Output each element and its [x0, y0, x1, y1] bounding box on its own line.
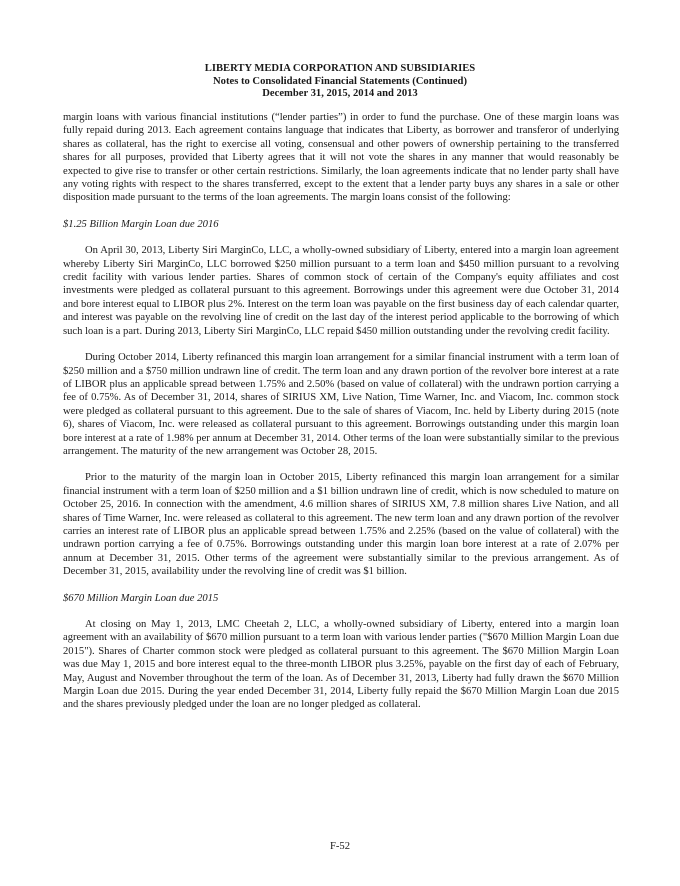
- paragraph-lmc-cheetah-loan: At closing on May 1, 2013, LMC Cheetah 2, LLC, a wholly-owned subsidiary of Liberty, entered into a margin loan agreement with an availability of $670 million pursuant to a term loan with various lender parties ("$670 Million Margin Loan due 2015"). Shares of Charter common stock were pledged as collateral pursuant to this agreement. The $670 Million Margin Loan was due May 1, 2015 and bore interest equal to the three-month LIBOR plus 3.25%, payable on the first day of each of February, May, August and November throughout the term of the loan. As of December 31, 2013, Liberty had fully drawn the $670 Million Margin Loan due 2015. During the year ended December 31, 2014, Liberty fully repaid the $670 Million Margin Loan due 2015 and the shares previously pledged under the loan are no longer pledged as collateral.: [63, 619, 619, 711]
- subheading-1-25-billion-loan: $1.25 Billion Margin Loan due 2016: [63, 218, 219, 230]
- subheading-670-million-loan: $670 Million Margin Loan due 2015: [63, 592, 219, 604]
- page-number: F-52: [329, 841, 350, 852]
- paragraph-margin-loans-intro: margin loans with various financial institutions (“lender parties”) in order to fund the purchase. One of these margin loans was fully repaid during 2013. Each agreement contains language that indicates that Liberty, as borrower and transferor of underlying shares as collateral, has the right to exercise all voting, consensual and other powers of ownership pertaining to the transferred shares for all purposes, provided that Liberty agrees that it will not vote the shares in any manner that would reasonably be expected to give rise to transfer or other certain restrictions. Similarly, the loan agreements indicate that no lender party shall have any voting rights with respect to the shares transferred, except to the extent that a lender party buys any shares in a sale or other disposition made pursuant to the terms of the loan agreements. The margin loans consist of the following:: [63, 112, 619, 204]
- paragraph-april-2013-agreement: On April 30, 2013, Liberty Siri MarginCo, LLC, a wholly-owned subsidiary of Liberty, entered into a margin loan agreement whereby Liberty Siri MarginCo, LLC borrowed $250 million pursuant to a term loan and $450 million pursuant to a revolving credit facility with various lender parties. Shares of common stock of certain of the Company's equity affiliates and cost investments were pledged as collateral pursuant to this agreement. Borrowings under this agreement were due October 31, 2014 and bore interest equal to LIBOR plus 2%. Interest on the term loan was payable on the first business day of each calendar quarter, and interest was payable on the revolving line of credit on the last day of the interest period applicable to the borrowing of which such loan is a part. During 2013, Liberty Siri MarginCo, LLC repaid $450 million outstanding under the revolving credit facility.: [63, 245, 619, 337]
- company-title: LIBERTY MEDIA CORPORATION AND SUBSIDIARIES: [204, 63, 476, 74]
- paragraph-october-2014-refinance: During October 2014, Liberty refinanced this margin loan arrangement for a similar financial instrument with a term loan of $250 million and a $750 million undrawn line of credit. The term loan and any drawn portion of the revolver bore interest at a rate of LIBOR plus an applicable spread between 1.75% and 2.50% (based on value of collateral) with the undrawn portion carrying a fee of 0.75%. As of December 31, 2014, shares of SIRIUS XM, Live Nation, Time Warner, Inc. and Viacom, Inc. common stock were pledged as collateral pursuant to this agreement. Due to the sale of shares of Viacom, Inc. held by Liberty during 2015 (note 6), shares of Viacom, Inc. were released as collateral pursuant to this agreement. Borrowings outstanding under this margin loan bore interest at a rate of 1.98% per annum at December 31, 2014. Other terms of the loan were substantially similar to the previous arrangement. The maturity of the new arrangement was October 28, 2015.: [63, 352, 619, 457]
- section-title: Notes to Consolidated Financial Statements (Continued): [213, 75, 467, 87]
- period-title: December 31, 2015, 2014 and 2013: [262, 88, 418, 100]
- paragraph-october-2015-refinance: Prior to the maturity of the margin loan in October 2015, Liberty refinanced this margin loan arrangement for a similar financial instrument with a term loan of $250 million and a $1 billion undrawn line of credit, which is now scheduled to mature on October 25, 2016. In connection with the amendment, 4.6 million shares of SIRIUS XM, 7.8 million shares Live Nation, and all shares of Time Warner, Inc. were released as collateral to this agreement. The new term loan and any drawn portion of the revolver carries an interest rate of LIBOR plus an applicable spread between 1.75% and 2.25% (based on the value of collateral) with the undrawn portion carrying a fee of 0.75%. Borrowings outstanding under this margin loan bore interest at a rate of 2.07% per annum at December 31, 2015. Other terms of the agreement were substantially similar to the previous arrangement. As of December 31, 2015, availability under the revolving line of credit was $1 billion.: [63, 472, 619, 578]
- page-header: [0, 63, 680, 101]
- body-text: [63, 111, 619, 712]
